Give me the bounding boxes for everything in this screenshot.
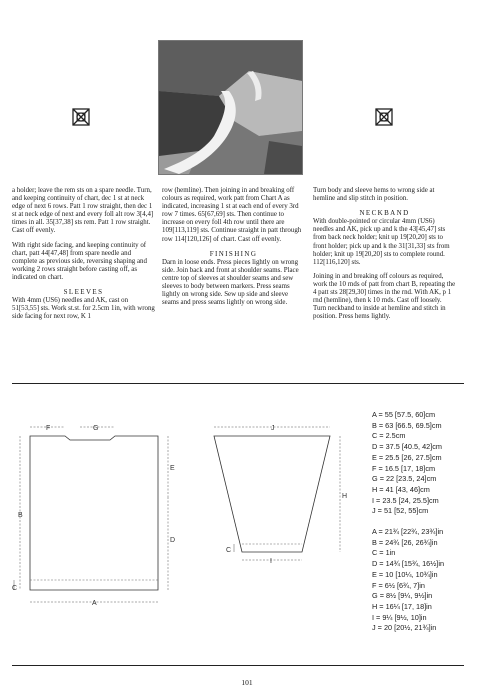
measurement-in: F = 6½ [6¾, 7]in bbox=[372, 580, 425, 590]
paragraph: With right side facing, and keeping continuity of chart, patt 44[47,48] from spare needle and complete as previous side, reversing shaping and working 2 rows straight before casting off, as indicated on chart. bbox=[12, 241, 147, 281]
measurements-list bbox=[372, 410, 482, 634]
body-schematic-diagram bbox=[10, 422, 200, 622]
diagram-label-e: E bbox=[170, 465, 175, 472]
measurement-cm: F = 16.5 [17, 18]cm bbox=[372, 463, 436, 473]
diagram-label-f: F bbox=[46, 425, 51, 432]
measurement-in: H = 16¼ [17, 18]in bbox=[372, 601, 432, 611]
paragraph: With 4mm (US6) needles and AK, cast on 51[53,55] sts. Work st.st. for 2.5cm 1in, with wrong side facing for next row, K 1 bbox=[12, 297, 155, 321]
section-heading-finishing: FINISHING bbox=[209, 249, 258, 258]
measurement-cm: I = 23.5 [24, 25.5]cm bbox=[372, 495, 439, 505]
divider bbox=[12, 665, 464, 666]
diagram-label-a: A bbox=[92, 600, 97, 607]
diagram-label-d: D bbox=[170, 537, 176, 544]
section-heading-neckband: NECKBAND bbox=[359, 209, 410, 218]
diagram-label-j: J bbox=[271, 425, 275, 432]
paragraph: a holder; leave the rem sts on a spare needle. Turn, and keeping continuity of chart, dec 1 st at neck edge of next 6 rows. Patt 1 row straight, then dec 1 st at neck edge of next and every foll alt row 3[4,4] times in all. 35[37,38] sts rem. Patt 1 row straight. Cast off evenly. bbox=[12, 187, 154, 235]
diagram-label-g: G bbox=[93, 425, 99, 432]
measurement-cm: E = 25.5 [26, 27.5]cm bbox=[372, 452, 442, 462]
paragraph: Darn in loose ends. Press pieces lightly on wrong side. Join back and front at shoulder seams. Place centre top of sleeves at shoulder seams and sew sleeves to body between markers. Press seams lightly on wrong side. Sew up side and sleeve seams and press seams lightly on wrong side. bbox=[162, 258, 299, 307]
measurement-in: G = 8½ [9¼, 9½]in bbox=[372, 591, 433, 601]
paragraph: With double-pointed or circular 4mm (US6) needles and AK, pick up and k the 43[45,47] sts from back neck holder; knit up 19[20,20] sts to front holder; pick up and k the 31[31,33] sts from holder; knit up 19[20,20] sts to complete round. 112[116,120] sts. bbox=[313, 218, 450, 266]
measurement-cm: H = 41 [43, 46]cm bbox=[372, 484, 430, 494]
divider bbox=[12, 383, 464, 384]
measurement-in: J = 20 [20½, 21¾]in bbox=[372, 623, 437, 633]
celtic-knot-icon bbox=[375, 108, 393, 126]
page-number: 101 bbox=[241, 678, 253, 687]
measurement-in: B = 24¾ [26, 26¾]in bbox=[372, 537, 438, 547]
paragraph: Joining in and breaking off colours as required, work the 10 rnds of patt from chart B, repeating the 4 patt sts 28[29,30] times in the rnd. With AK, p 1 rnd (hemline), then k 10 rnds. Cast off loosely. Turn neckband to inside at hemline and stitch in position. Press hems lightly. bbox=[313, 272, 456, 321]
measurement-cm: C = 2.5cm bbox=[372, 431, 406, 441]
sleeve-schematic-diagram bbox=[200, 422, 360, 582]
diagram-label-b: B bbox=[18, 512, 23, 519]
measurement-cm: A = 55 [57.5, 60]cm bbox=[372, 410, 436, 419]
paragraph: Turn body and sleeve hems to wrong side at hemline and slip stitch in position. bbox=[313, 187, 435, 203]
measurement-cm: G = 22 [23.5, 24]cm bbox=[372, 474, 437, 484]
measurement-cm: J = 51 [52, 55]cm bbox=[372, 506, 429, 516]
measurement-in: C = 1in bbox=[372, 548, 396, 558]
waterfall-photo bbox=[158, 40, 303, 175]
text-column-right bbox=[313, 187, 456, 327]
measurement-in: A = 21¾ [22¾, 23¾]in bbox=[372, 527, 444, 537]
diagram-label-c: C bbox=[226, 547, 232, 554]
measurement-cm: D = 37.5 [40.5, 42]cm bbox=[372, 442, 442, 452]
text-column-left bbox=[12, 187, 155, 327]
section-heading-sleeves: SLEEVES bbox=[63, 288, 104, 297]
measurement-cm: B = 63 [66.5, 69.5]cm bbox=[372, 420, 442, 430]
diagram-label-c: C bbox=[12, 585, 18, 592]
text-column-middle bbox=[162, 187, 305, 313]
celtic-knot-icon bbox=[72, 108, 90, 126]
measurement-in: I = 9¼ [9½, 10]in bbox=[372, 612, 427, 622]
measurement-in: E = 10 [10¼, 10¾]in bbox=[372, 569, 438, 579]
measurement-in: D = 14¾ [15¾, 16½]in bbox=[372, 559, 445, 569]
paragraph: row (hemline). Then joining in and breaking off colours as required, work patt from Chart A as indicated, increasing 1 st at each end of every 3rd row 7 times. 65[67,69] sts. Then continue to increase on every foll 4th row until there are 109[113,119] sts. Continue straight in patt through row 114[120,126] of chart. Cast off evenly. bbox=[162, 187, 302, 243]
diagram-label-h: H bbox=[342, 493, 348, 500]
diagram-label-i: I bbox=[270, 558, 272, 565]
